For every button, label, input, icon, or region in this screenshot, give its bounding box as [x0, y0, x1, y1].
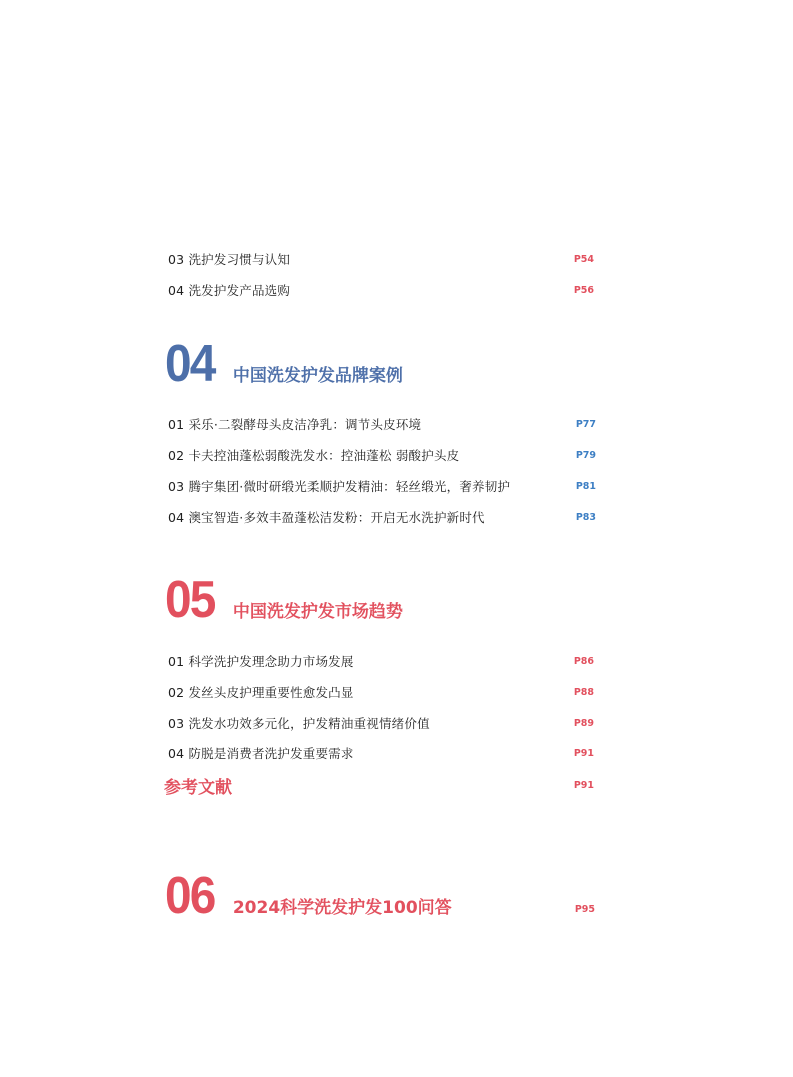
section-04-heading [165, 335, 403, 393]
toc-item[interactable] [168, 507, 594, 527]
toc-item[interactable] [168, 476, 594, 496]
toc-item[interactable] [168, 651, 594, 671]
section-number: 05 [165, 571, 215, 629]
toc-item-page: P81 [575, 480, 596, 492]
toc-item-label: 04 洗发护发产品选购 [168, 283, 291, 298]
section-number: 04 [165, 335, 215, 393]
section-06-page: P95 [574, 904, 595, 915]
toc-item-label: 02 卡夫控油蓬松弱酸洗发水：控油蓬松 弱酸护头皮 [168, 448, 460, 463]
toc-item-label: 04 防脱是消费者洗护发重要需求 [168, 746, 354, 761]
toc-item-page: P79 [575, 449, 596, 461]
section-05-heading [165, 571, 403, 629]
section-title: 2024科学洗发护发100问答 [232, 898, 452, 918]
toc-item[interactable] [168, 445, 594, 465]
toc-item-page: P83 [575, 511, 596, 523]
references-label: 参考文献 [164, 777, 232, 798]
toc-item-label: 02 发丝头皮护理重要性愈发凸显 [168, 685, 354, 700]
section-number: 06 [165, 867, 215, 925]
toc-item[interactable] [168, 743, 594, 763]
toc-item-label: 04 澳宝智造·多效丰盈蓬松洁发粉：开启无水洗护新时代 [168, 510, 485, 525]
toc-item-page: P77 [575, 418, 596, 430]
toc-item-label: 01 科学洗护发理念助力市场发展 [168, 654, 354, 669]
toc-item[interactable] [168, 414, 594, 434]
toc-item-page: P54 [573, 253, 594, 265]
toc-item-label: 03 洗发水功效多元化，护发精油重视情绪价值 [168, 716, 430, 731]
section-06-heading[interactable] [165, 867, 595, 925]
toc-item-page: P56 [573, 284, 594, 296]
toc-item-label: 03 腾宇集团·微时研缎光柔顺护发精油：轻丝缎光，奢养韧护 [168, 479, 511, 494]
toc-item-page: P86 [573, 655, 594, 667]
toc-item[interactable] [168, 249, 594, 269]
toc-item-label: 01 采乐·二裂酵母头皮洁净乳：调节头皮环境 [168, 417, 422, 432]
toc-item[interactable] [168, 713, 594, 733]
references-page: P91 [573, 779, 594, 791]
section-title: 中国洗发护发品牌案例 [232, 366, 403, 386]
toc-item[interactable] [168, 280, 594, 300]
toc-item-label: 03 洗护发习惯与认知 [168, 252, 291, 267]
toc-item-page: P89 [573, 717, 594, 729]
section-title: 中国洗发护发市场趋势 [232, 602, 403, 622]
toc-item-page: P91 [573, 747, 594, 759]
toc-item[interactable] [168, 682, 594, 702]
toc-item-page: P88 [573, 686, 594, 698]
references-item[interactable] [164, 774, 594, 796]
